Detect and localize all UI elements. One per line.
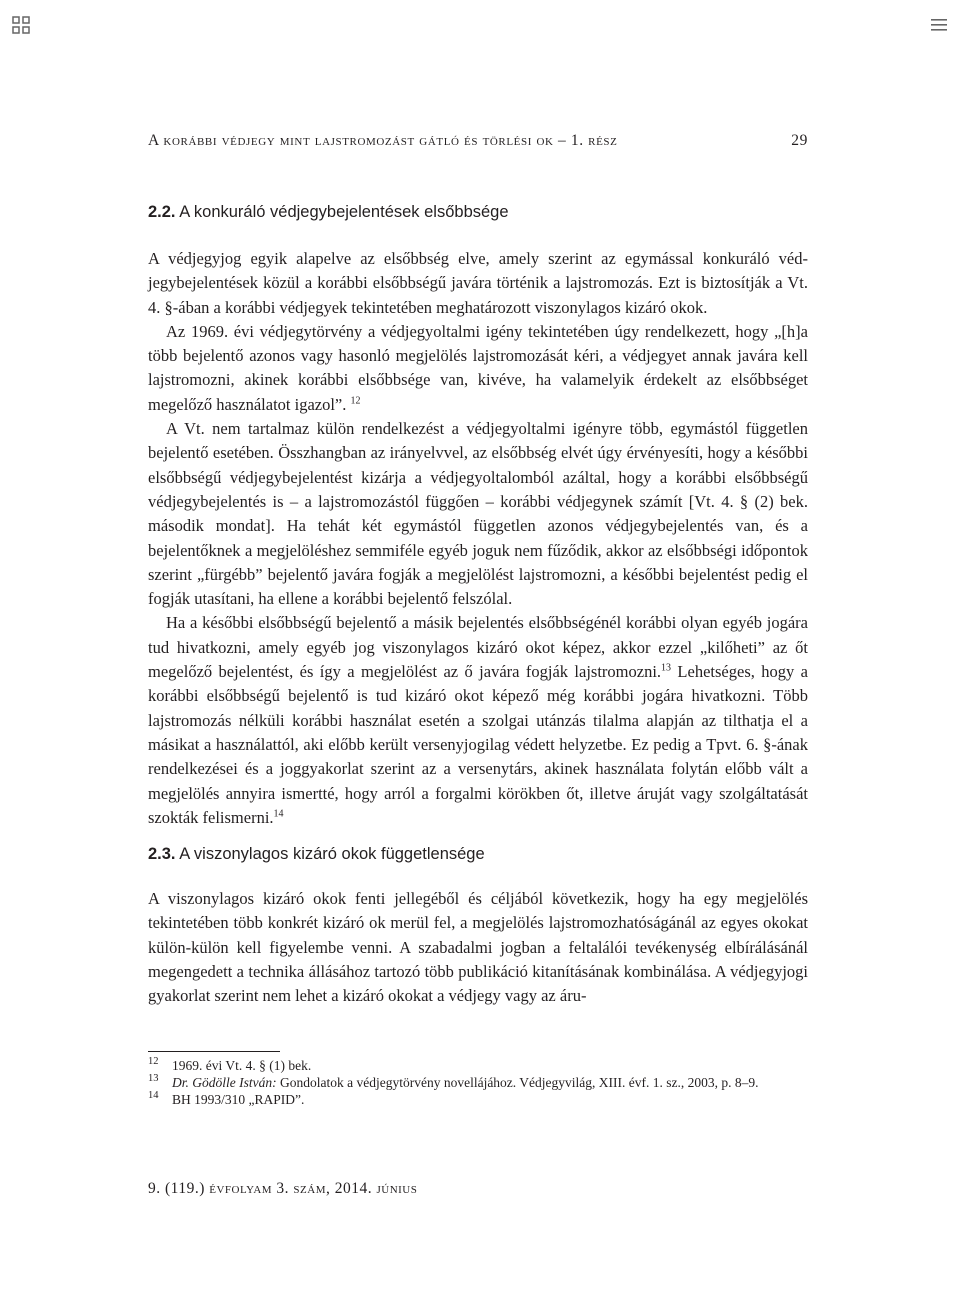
running-footer: 9. (119.) évfolyam 3. szám, 2014. június	[148, 1180, 418, 1197]
menu-icon[interactable]	[926, 12, 952, 38]
paragraph-text: Az 1969. évi védjegytörvény a védjegyoltalmi igény tekintetében úgy rendelkezett, hogy „[h]a több bejelentő azonos vagy hasonló megjelölés lajstromozását kéri, a védjegyet annak javára kell lajstromozni, akinek korábbi elsőbbsége van, kivéve, ha valamelyik érdekelt az elsőbbséget megelőző használatot igazol”.	[148, 321, 808, 414]
footnotes	[148, 1057, 808, 1108]
section-number: 2.3.	[148, 845, 176, 863]
footnote-ref[interactable]: 13	[661, 662, 672, 674]
paragraph-text: Ha a későbbi elsőbbségű bejelentő a másik bejelentés elsőbbségénél korábbi olyan egyéb jogára tud hivatkozni, amely egyéb jog viszonylagos kizáró okot képez, akkor ezzel „kilőheti” az őt megelőző bejelentést, és így a megjelölést az ő javára fogják lajstromozni.	[148, 613, 808, 682]
running-header	[148, 132, 808, 150]
paragraph: A védjegyjog egyik alapelve az elsőbbség elve, amely szerint az egymással konkuráló védjegybejelentések közül a korábbi elsőbbségű javára történik a lajstromozás. Ezt is biztosítják a Vt. 4. §-ában a korábbi védjegyek tekintetében meghatározott viszonylagos kizáró okok.	[148, 249, 808, 317]
footnote-number: 12	[148, 1056, 159, 1067]
section-heading-2-2	[148, 203, 808, 222]
footnote-ref[interactable]: 12	[350, 395, 361, 407]
paragraph: A viszonylagos kizáró okok fenti jellegéből és céljából következik, hogy ha egy megjelölés tekintetében több konkrét kizáró ok merül fel, a megjelölés lajstromozhatóságánál az egyes okokat külön-külön kell figyelembe venni. A szabadalmi jogban a feltalálói tevékenység elbírálásánál megengedett a technika állásához tartozó több publikáció kitanításának kombinálása. A védjegyjogi gyakorlat szerint nem lehet a kizáró okokat a védjegy vagy az áru-	[148, 889, 808, 1006]
footnote-text: BH 1993/310 „RAPID”.	[172, 1092, 305, 1107]
grid-icon[interactable]	[8, 12, 34, 38]
footnote-number: 14	[148, 1090, 159, 1101]
footnote-13	[148, 1074, 808, 1091]
header-page-number: 29	[791, 132, 808, 149]
section-body-2-3	[148, 887, 808, 1008]
section-number: 2.2.	[148, 203, 176, 221]
footnote-text: Gondolatok a védjegytörvény novellájához. Védjegyvilág, XIII. évf. 1. sz., 2003, p. 8–9.	[276, 1075, 759, 1090]
section-heading-2-3	[148, 845, 808, 864]
footnote-author: Dr. Gödölle István:	[172, 1075, 277, 1090]
footnote-number: 13	[148, 1073, 159, 1084]
paragraph	[148, 320, 808, 417]
section-title: A viszonylagos kizáró okok függetlensége	[179, 845, 485, 863]
footnote-divider	[148, 1051, 280, 1052]
paragraph-text: Lehetséges, hogy a korábbi elsőbbségű bejelentő is tud kizáró okot képező még korábbi jogára hivatkozni. Több lajstromozás nélküli korábbi használat esetén a szolgai utánzás tilalma alapján az tilthatja el a másikat a használattól, aki előbb került versenyjogilag védett helyzetbe. Ez pedig a Tpvt. 6. §-ának rendelkezései és a joggyakorlat szerint az a versenytárs, akinek használata folytán előbb vált a megjelölés annyira ismertté, hogy arról a forgalmi körökben őt, illetve áruját vagy szolgáltatását szokták felismerni.	[148, 662, 808, 827]
footnote-12	[148, 1057, 808, 1074]
paragraph	[148, 611, 808, 830]
footnote-text: 1969. évi Vt. 4. § (1) bek.	[172, 1058, 312, 1073]
header-title: A korábbi védjegy mint lajstromozást gátló és törlési ok – 1. rész	[148, 132, 618, 149]
footnote-14	[148, 1091, 808, 1108]
section-body-2-2	[148, 247, 808, 830]
footnote-ref[interactable]: 14	[273, 808, 284, 820]
section-title: A konkuráló védjegybejelentések elsőbbsége	[179, 203, 509, 221]
paragraph: A Vt. nem tartalmaz külön rendelkezést a védjegyoltalmi igényre több, egymástól független bejelentő esetében. Összhangban az irányelvvel, az elsőbbség elvét úgy érvényesíti, hogy a későbbi elsőbbségű védjegybejelentést kizárja a védjegyoltalomból azáltal, hogy a korábbi elsőbbségű védjegybejelentés is – a lajstromozástól függően – korábbi védjegynek számít [Vt. 4. § (2) bek. második mondat]. Ha tehát két egymástól független azonos védjegybejelentés van, és a bejelentőknek a megjelöléshez semmiféle egyéb joguk nem fűződik, akkor az elsőbbségi időpontok szerint „fürgébb” bejelentő javára fogják a megjelölést lajstromozni, a későbbi bejelentést pedig el fogják utasítani, ha ellene a korábbi bejelentő felszólal.	[148, 419, 808, 609]
